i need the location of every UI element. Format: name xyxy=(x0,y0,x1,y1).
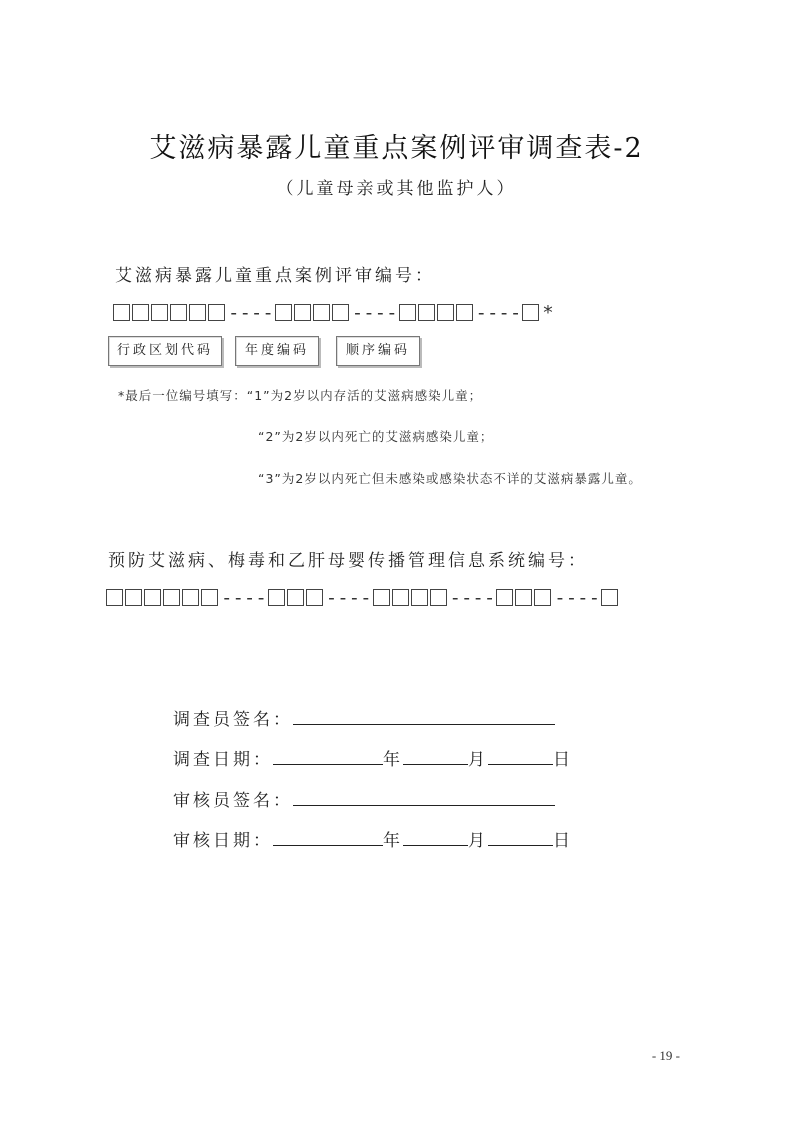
investigator-signature-line[interactable] xyxy=(293,710,555,725)
reviewer-signature-line[interactable] xyxy=(293,791,555,806)
review-code-digit-box[interactable] xyxy=(437,304,454,321)
year-unit: 年 xyxy=(383,831,403,851)
day-unit: 日 xyxy=(553,831,573,851)
review-code-digit-box[interactable] xyxy=(151,304,168,321)
system-code-digit-box[interactable] xyxy=(125,589,142,606)
review-code-digit-box[interactable] xyxy=(456,304,473,321)
review-code-digit-box[interactable] xyxy=(208,304,225,321)
system-code-digit-box[interactable] xyxy=(430,589,447,606)
system-code-digit-box[interactable] xyxy=(106,589,123,606)
system-code-digit-box[interactable] xyxy=(601,589,618,606)
system-code-digit-box[interactable] xyxy=(373,589,390,606)
system-code-digit-box[interactable] xyxy=(515,589,532,606)
system-code-digit-box[interactable] xyxy=(411,589,428,606)
system-code-digit-box[interactable] xyxy=(496,589,513,606)
note-line-1: *最后一位编号填写：“1”为2岁以内存活的艾滋病感染儿童； xyxy=(118,388,483,403)
review-year-line[interactable] xyxy=(273,831,383,846)
review-code-digit-box[interactable] xyxy=(275,304,292,321)
year-unit: 年 xyxy=(383,750,403,770)
review-code-digit-box[interactable] xyxy=(399,304,416,321)
review-code-digit-box[interactable] xyxy=(189,304,206,321)
investigator-signature-row[interactable] xyxy=(173,705,555,730)
review-day-line[interactable] xyxy=(488,831,553,846)
investigation-year-line[interactable] xyxy=(273,750,383,765)
review-code-boxes[interactable] xyxy=(113,302,555,324)
system-code-separator: ---- xyxy=(325,587,372,609)
system-code-separator: ---- xyxy=(221,587,267,609)
review-code-separator: * xyxy=(542,302,554,324)
system-code-digit-box[interactable] xyxy=(182,589,199,606)
system-code-digit-box[interactable] xyxy=(163,589,180,606)
review-code-separator: ---- xyxy=(475,302,522,324)
note-line-2: “2”为2岁以内死亡的艾滋病感染儿童； xyxy=(258,429,494,444)
system-code-digit-box[interactable] xyxy=(306,589,323,606)
review-code-label: 艾滋病暴露儿童重点案例评审编号： xyxy=(115,266,435,286)
segment-label-sequence-code: 顺序编码 xyxy=(336,336,420,366)
page-subtitle: （儿童母亲或其他监护人） xyxy=(276,179,517,199)
day-unit: 日 xyxy=(553,750,573,770)
review-code-digit-box[interactable] xyxy=(522,304,539,321)
system-code-digit-box[interactable] xyxy=(201,589,218,606)
reviewer-signature-row[interactable] xyxy=(173,786,555,811)
investigation-day-line[interactable] xyxy=(488,750,553,765)
reviewer-signature-label: 审核员签名： xyxy=(173,791,293,811)
review-code-separator: ---- xyxy=(351,302,398,324)
investigation-month-line[interactable] xyxy=(403,750,468,765)
segment-label-year-code: 年度编码 xyxy=(235,336,319,366)
month-unit: 月 xyxy=(468,831,488,851)
review-code-digit-box[interactable] xyxy=(294,304,311,321)
review-code-digit-box[interactable] xyxy=(132,304,149,321)
month-unit: 月 xyxy=(468,750,488,770)
review-code-digit-box[interactable] xyxy=(332,304,349,321)
review-code-separator: ---- xyxy=(228,302,274,324)
page-number: - 19 - xyxy=(651,1048,680,1063)
segment-label-admin-code: 行政区划代码 xyxy=(108,336,222,366)
page-title: 艾滋病暴露儿童重点案例评审调查表-2 xyxy=(149,133,644,164)
system-code-digit-box[interactable] xyxy=(268,589,285,606)
review-code-digit-box[interactable] xyxy=(170,304,187,321)
investigation-date-row[interactable] xyxy=(173,745,573,770)
review-code-digit-box[interactable] xyxy=(418,304,435,321)
review-date-row[interactable] xyxy=(173,826,573,851)
investigation-date-label: 调查日期： xyxy=(173,750,273,770)
system-code-separator: ---- xyxy=(554,587,601,609)
investigator-signature-label: 调查员签名： xyxy=(173,710,293,730)
review-code-digit-box[interactable] xyxy=(113,304,130,321)
system-code-digit-box[interactable] xyxy=(287,589,304,606)
system-code-label: 预防艾滋病、梅毒和乙肝母婴传播管理信息系统编号： xyxy=(108,551,588,571)
system-code-digit-box[interactable] xyxy=(144,589,161,606)
review-code-digit-box[interactable] xyxy=(313,304,330,321)
system-code-digit-box[interactable] xyxy=(392,589,409,606)
system-code-boxes[interactable] xyxy=(106,587,620,609)
system-code-digit-box[interactable] xyxy=(534,589,551,606)
review-date-label: 审核日期： xyxy=(173,831,273,851)
note-line-3: “3”为2岁以内死亡但未感染或感染状态不详的艾滋病暴露儿童。 xyxy=(258,471,642,486)
review-month-line[interactable] xyxy=(403,831,468,846)
system-code-separator: ---- xyxy=(449,587,496,609)
